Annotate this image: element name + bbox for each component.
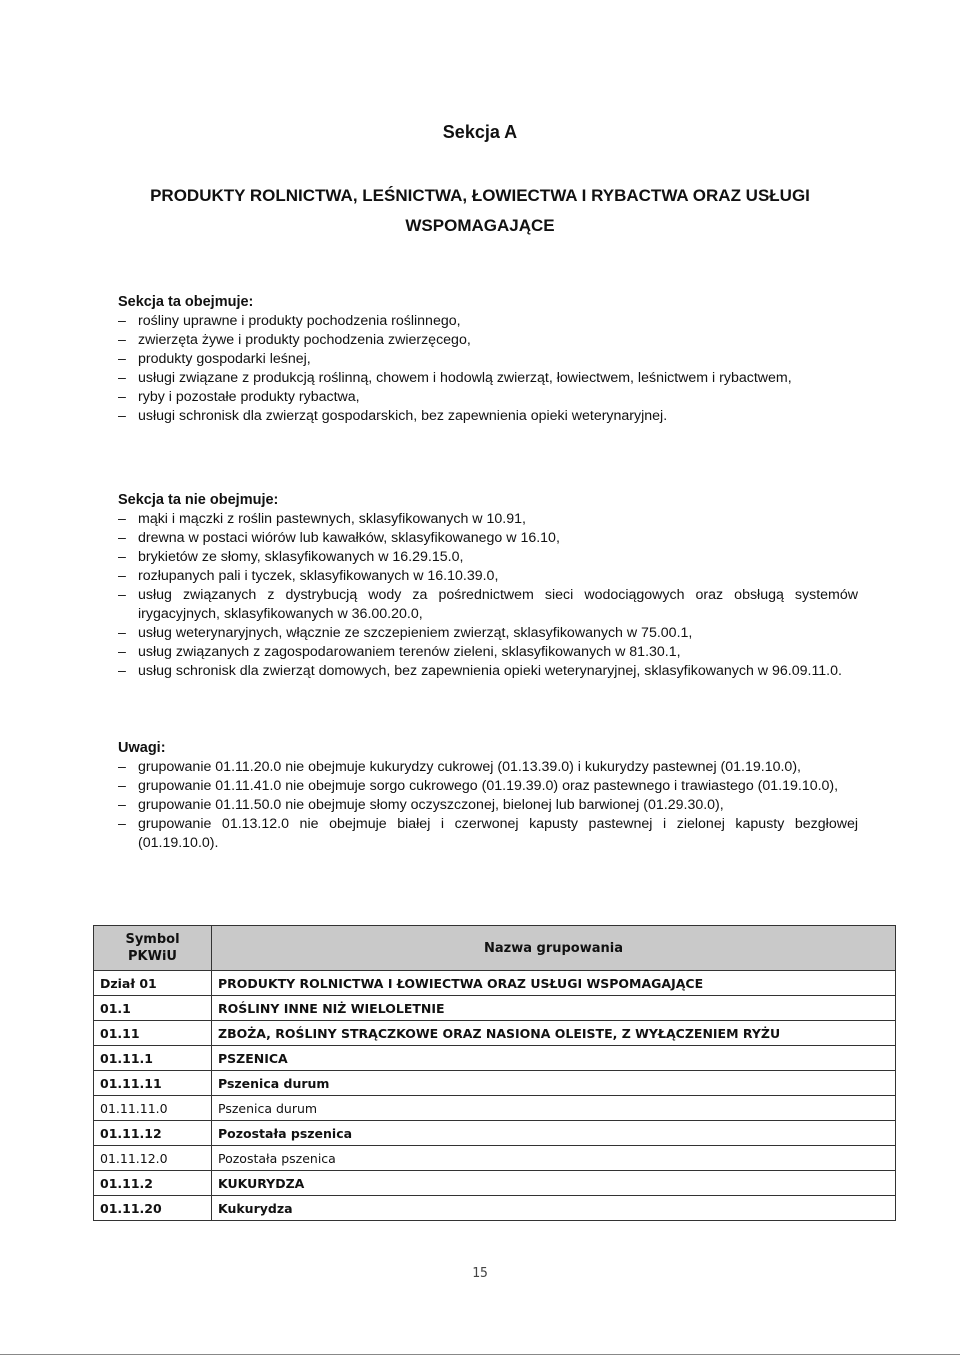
- list-item: – usług schronisk dla zwierząt domowych, bez zapewnienia opieki weterynaryjnej, sklasyfikowanych w 96.09.11.0.: [118, 662, 858, 681]
- table-row: [94, 1171, 896, 1196]
- list-item: – zwierzęta żywe i produkty pochodzenia zwierzęcego,: [118, 331, 858, 350]
- row-code: 01.1: [94, 996, 212, 1021]
- row-code: 01.11: [94, 1021, 212, 1046]
- list-item: – mąki i mączki z roślin pastewnych, sklasyfikowanych w 10.91,: [118, 510, 858, 529]
- classification-table: [93, 925, 896, 1221]
- list-item: – usługi schronisk dla zwierząt gospodarskich, bez zapewnienia opieki weterynaryjnej.: [118, 407, 858, 426]
- list-item: – produkty gospodarki leśnej,: [118, 350, 858, 369]
- table-body: [94, 971, 896, 1221]
- list-item: – grupowanie 01.11.41.0 nie obejmuje sorgo cukrowego (01.19.39.0) oraz pastewnego i trawiastego (01.19.10.0),: [118, 777, 858, 796]
- table-row: [94, 1121, 896, 1146]
- includes-heading: Sekcja ta obejmuje:: [118, 294, 254, 310]
- row-name: KUKURYDZA: [212, 1171, 896, 1196]
- header-name: Nazwa grupowania: [212, 926, 896, 971]
- row-code: 01.11.20: [94, 1196, 212, 1221]
- header-symbol-line1: Symbol: [125, 932, 180, 947]
- table-row: [94, 1046, 896, 1071]
- list-item: – grupowanie 01.11.20.0 nie obejmuje kukurydzy cukrowej (01.13.39.0) i kukurydzy pastewnej (01.19.10.0),: [118, 758, 858, 777]
- notes-heading: Uwagi:: [118, 740, 166, 756]
- row-name: PSZENICA: [212, 1046, 896, 1071]
- list-item: – drewna w postaci wiórów lub kawałków, sklasyfikowanego w 16.10,: [118, 529, 858, 548]
- includes-list: [118, 312, 858, 426]
- list-item: – usług związanych z dystrybucją wody za pośrednictwem sieci wodociągowych oraz obsługą systemów irygacyjnych, sklasyfikowanych w 36.00.20.0,: [118, 586, 858, 624]
- list-item: – ryby i pozostałe produkty rybactwa,: [118, 388, 858, 407]
- list-item: – usług weterynaryjnych, włącznie ze szczepieniem zwierząt, sklasyfikowanych w 75.00.1,: [118, 624, 858, 643]
- table-row: [94, 1071, 896, 1096]
- list-item: – usługi związane z produkcją roślinną, chowem i hodowlą zwierząt, łowiectwem, leśnictwem i rybactwem,: [118, 369, 858, 388]
- row-name: Pozostała pszenica: [212, 1121, 896, 1146]
- table-row: [94, 1021, 896, 1046]
- header-symbol: [94, 926, 212, 971]
- section-title: Sekcja A: [442, 122, 518, 142]
- page-number: 15: [472, 1266, 488, 1281]
- table-row: [94, 1146, 896, 1171]
- row-name: Kukurydza: [212, 1196, 896, 1221]
- row-code: 01.11.12.0: [94, 1146, 212, 1171]
- row-code: 01.11.12: [94, 1121, 212, 1146]
- row-code: 01.11.11: [94, 1071, 212, 1096]
- row-name: Pozostała pszenica: [212, 1146, 896, 1171]
- row-name: ZBOŻA, ROŚLINY STRĄCZKOWE ORAZ NASIONA OLEISTE, Z WYŁĄCZENIEM RYŻU: [212, 1021, 896, 1046]
- excludes-block: [118, 490, 858, 681]
- row-name: PRODUKTY ROLNICTWA I ŁOWIECTWA ORAZ USŁUGI WSPOMAGAJĄCE: [212, 971, 896, 996]
- row-code: 01.11.1: [94, 1046, 212, 1071]
- list-item: – brykietów ze słomy, sklasyfikowanych w 16.29.15.0,: [118, 548, 858, 567]
- list-item: – grupowanie 01.11.50.0 nie obejmuje słomy oczyszczonej, bielonej lub barwionej (01.29.30.0),: [118, 796, 858, 815]
- table-row: [94, 1196, 896, 1221]
- notes-list: [118, 758, 858, 853]
- excludes-list: [118, 510, 858, 681]
- list-item: – usług związanych z zagospodarowaniem terenów zieleni, sklasyfikowanych w 81.30.1,: [118, 643, 858, 662]
- table-header-row: [94, 926, 896, 971]
- list-item: – rozłupanych pali i tyczek, sklasyfikowanych w 16.10.39.0,: [118, 567, 858, 586]
- main-title: PRODUKTY ROLNICTWA, LEŚNICTWA, ŁOWIECTWA I RYBACTWA ORAZ USŁUGI WSPOMAGAJĄCE: [150, 186, 810, 235]
- list-item: – rośliny uprawne i produkty pochodzenia roślinnego,: [118, 312, 858, 331]
- row-name: Pszenica durum: [212, 1096, 896, 1121]
- table-row: [94, 996, 896, 1021]
- header-symbol-line2: PKWiU: [128, 949, 177, 964]
- table-row: [94, 971, 896, 996]
- row-code: Dział 01: [94, 971, 212, 996]
- row-name: ROŚLINY INNE NIŻ WIELOLETNIE: [212, 996, 896, 1021]
- row-name: Pszenica durum: [212, 1071, 896, 1096]
- table-row: [94, 1096, 896, 1121]
- includes-block: [118, 292, 858, 426]
- notes-block: [118, 738, 858, 853]
- bottom-rule: [0, 1354, 960, 1355]
- row-code: 01.11.2: [94, 1171, 212, 1196]
- row-code: 01.11.11.0: [94, 1096, 212, 1121]
- list-item: – grupowanie 01.13.12.0 nie obejmuje białej i czerwonej kapusty pastewnej i zielonej kapusty bezgłowej (01.19.10.0).: [118, 815, 858, 853]
- excludes-heading: Sekcja ta nie obejmuje:: [118, 492, 279, 508]
